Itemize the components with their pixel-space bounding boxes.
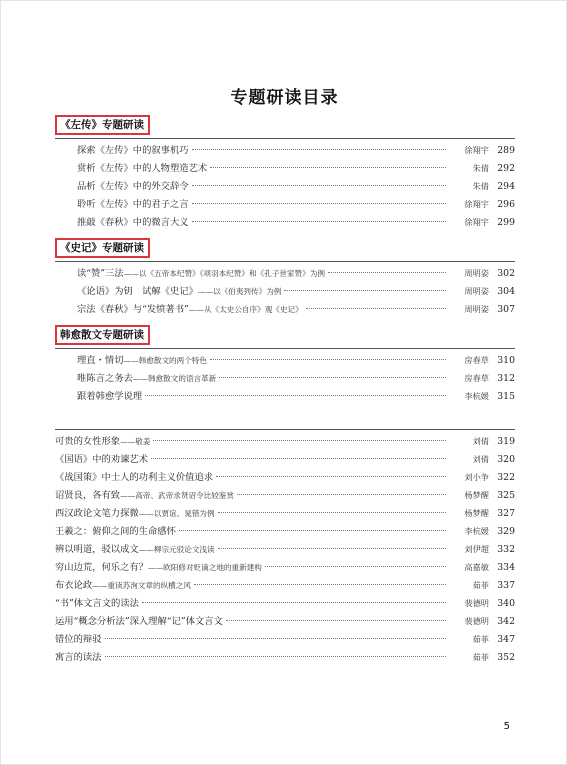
section-shiji (55, 236, 515, 318)
entry-page: 327 (497, 508, 515, 519)
entry-page: 319 (497, 436, 515, 447)
leader-dots (210, 167, 446, 168)
entry-page: 304 (497, 286, 515, 297)
entry-title: 探索《左传》中的叙事机巧 (77, 145, 189, 156)
entry-page: 337 (497, 580, 515, 591)
leader-dots (105, 656, 447, 657)
toc-entry[interactable] (55, 159, 515, 177)
leader-dots (218, 512, 446, 513)
entry-author: 杨梦醒 (464, 508, 489, 518)
section-rule (55, 261, 515, 262)
leader-dots (142, 602, 446, 603)
entry-page: 307 (497, 304, 515, 315)
entry-author: 茹菲 (472, 634, 489, 644)
entry-title: 跟着韩愈学说理 (77, 391, 143, 402)
section-heading: 韩愈散文专题研读 (55, 325, 150, 345)
misc-entries (55, 432, 515, 666)
entry-author: 刘倩 (472, 436, 489, 446)
leader-dots (105, 638, 447, 639)
entry-title: 错位的辩驳 (55, 634, 102, 645)
entry-author: 李杭媛 (464, 391, 489, 401)
toc-entry[interactable] (55, 558, 515, 576)
leader-dots (284, 290, 446, 291)
entry-title: 理直・情切——韩愈散文的两个特色 (77, 355, 208, 366)
entry-page: 334 (497, 562, 515, 573)
toc-entry[interactable] (55, 594, 515, 612)
toc-entry[interactable] (55, 468, 515, 486)
toc-entry[interactable] (55, 504, 515, 522)
entry-page: 292 (497, 163, 515, 174)
entry-page: 315 (497, 391, 515, 402)
entry-title: 唯陈言之务去——韩愈散文的语言革新 (77, 373, 217, 384)
page-number: 5 (503, 721, 510, 732)
leader-dots (145, 395, 446, 396)
leader-dots (194, 584, 446, 585)
entry-title: 可贵的女性形象——敬姜 (55, 436, 151, 447)
toc-entry[interactable] (55, 282, 515, 300)
section-entries (55, 351, 515, 405)
entry-title: 运用“概念分析法”深入理解“记”体文言文 (55, 616, 223, 627)
toc-entry[interactable] (55, 351, 515, 369)
toc-entry[interactable] (55, 576, 515, 594)
entry-page: 320 (497, 454, 515, 465)
entry-title: 寓言的读法 (55, 652, 102, 663)
entry-title: 品析《左传》中的外交辞令 (77, 181, 189, 192)
entry-page: 302 (497, 268, 515, 279)
toc-entry[interactable] (55, 432, 515, 450)
section-hanyu (55, 323, 515, 405)
entry-author: 徐翔宇 (464, 199, 489, 209)
entry-author: 周明姿 (464, 304, 489, 314)
toc-entry[interactable] (55, 300, 515, 318)
entry-author: 朱倩 (472, 163, 489, 173)
toc-entry[interactable] (55, 522, 515, 540)
leader-dots (216, 476, 446, 477)
entry-title: 西汉政论文笔力探微——以贾谊、晁错为例 (55, 508, 215, 519)
entry-page: 325 (497, 490, 515, 501)
entry-page: 340 (497, 598, 515, 609)
toc-entry[interactable] (55, 540, 515, 558)
leader-dots (153, 440, 446, 441)
entry-page: 329 (497, 526, 515, 537)
section-rule (55, 429, 515, 430)
leader-dots (192, 203, 446, 204)
entry-author: 房春草 (464, 355, 489, 365)
toc-entry[interactable] (55, 369, 515, 387)
entry-title: 宗法《春秋》与“发愤著书”——从《太史公自序》观《史记》 (77, 304, 303, 315)
leader-dots (218, 548, 446, 549)
entry-page: 347 (497, 634, 515, 645)
entry-title: 《战国策》中士人的功利主义价值追求 (55, 472, 214, 483)
entry-page: 294 (497, 181, 515, 192)
toc-entry[interactable] (55, 195, 515, 213)
section-misc (55, 429, 515, 666)
entry-author: 朱倩 (472, 181, 489, 191)
entry-title: 聆听《左传》中的君子之言 (77, 199, 189, 210)
entry-author: 杨梦醒 (464, 490, 489, 500)
toc-entry[interactable] (55, 648, 515, 666)
leader-dots (265, 566, 446, 567)
entry-page: 352 (497, 652, 515, 663)
section-zuozhuan (55, 113, 515, 231)
entry-title: 辨以明道，驳以成文——柳宗元驳论文浅读 (55, 544, 215, 555)
leader-dots (306, 308, 446, 309)
leader-dots (151, 458, 446, 459)
entry-title: 推敲《春秋》中的微言大义 (77, 217, 189, 228)
leader-dots (210, 359, 446, 360)
section-heading: 《史记》专题研读 (55, 238, 150, 258)
entry-page: 322 (497, 472, 515, 483)
toc-entry[interactable] (55, 387, 515, 405)
section-entries (55, 264, 515, 318)
entry-title: 赏析《左传》中的人物塑造艺术 (77, 163, 208, 174)
entry-author: 高嘉敏 (464, 562, 489, 572)
entry-author: 裴德明 (464, 616, 489, 626)
entry-page: 289 (497, 145, 515, 156)
leader-dots (328, 272, 446, 273)
toc-entry[interactable] (55, 450, 515, 468)
entry-page: 310 (497, 355, 515, 366)
toc-entry[interactable] (55, 177, 515, 195)
section-rule (55, 348, 515, 349)
entry-author: 刘小争 (464, 472, 489, 482)
entry-page: 332 (497, 544, 515, 555)
entry-author: 周明姿 (464, 268, 489, 278)
entry-title: 布衣论政——重读苏洵文章的纵横之风 (55, 580, 191, 591)
entry-author: 周明姿 (464, 286, 489, 296)
entry-title: “书”体文言文的读法 (55, 598, 139, 609)
leader-dots (192, 149, 446, 150)
entry-title: 《国语》中的劝谏艺术 (55, 454, 148, 465)
entry-author: 徐翔宇 (464, 145, 489, 155)
entry-author: 房春草 (464, 373, 489, 383)
entry-title: 王羲之：俯仰之间的生命感怀 (55, 526, 176, 537)
toc-entry[interactable] (55, 213, 515, 231)
entry-author: 茹菲 (472, 580, 489, 590)
entry-page: 312 (497, 373, 515, 384)
toc-entry[interactable] (55, 630, 515, 648)
entry-page: 299 (497, 217, 515, 228)
toc-entry[interactable] (55, 486, 515, 504)
page-title: 专题研读目录 (230, 88, 339, 108)
entry-title: 诏贤良，各有致——高帝、武帝求贤诏令比较鉴赏 (55, 490, 234, 501)
entry-author: 裴德明 (464, 598, 489, 608)
entry-author: 徐翔宇 (464, 217, 489, 227)
toc-entry[interactable] (55, 264, 515, 282)
entry-author: 刘倩 (472, 454, 489, 464)
entry-author: 刘伊超 (464, 544, 489, 554)
entry-title: 穷山边荒，何乐之有？——欧阳修对贬谪之地的重新建构 (55, 562, 262, 573)
leader-dots (226, 620, 446, 621)
entry-author: 茹菲 (472, 652, 489, 662)
toc-entry[interactable] (55, 141, 515, 159)
leader-dots (219, 377, 446, 378)
leader-dots (192, 221, 446, 222)
toc-entry[interactable] (55, 612, 515, 630)
entry-title: 《论语》为钥 试解《史记》——以《伯夷列传》为例 (77, 286, 282, 297)
section-rule (55, 138, 515, 139)
leader-dots (192, 185, 446, 186)
entry-title: 读“赞”三法——以《五帝本纪赞》《项羽本纪赞》和《孔子世家赞》为例 (77, 268, 325, 279)
section-heading: 《左传》专题研读 (55, 115, 150, 135)
entry-author: 李杭媛 (464, 526, 489, 536)
entry-page: 342 (497, 616, 515, 627)
leader-dots (179, 530, 446, 531)
section-entries (55, 141, 515, 231)
leader-dots (237, 494, 446, 495)
entry-page: 296 (497, 199, 515, 210)
